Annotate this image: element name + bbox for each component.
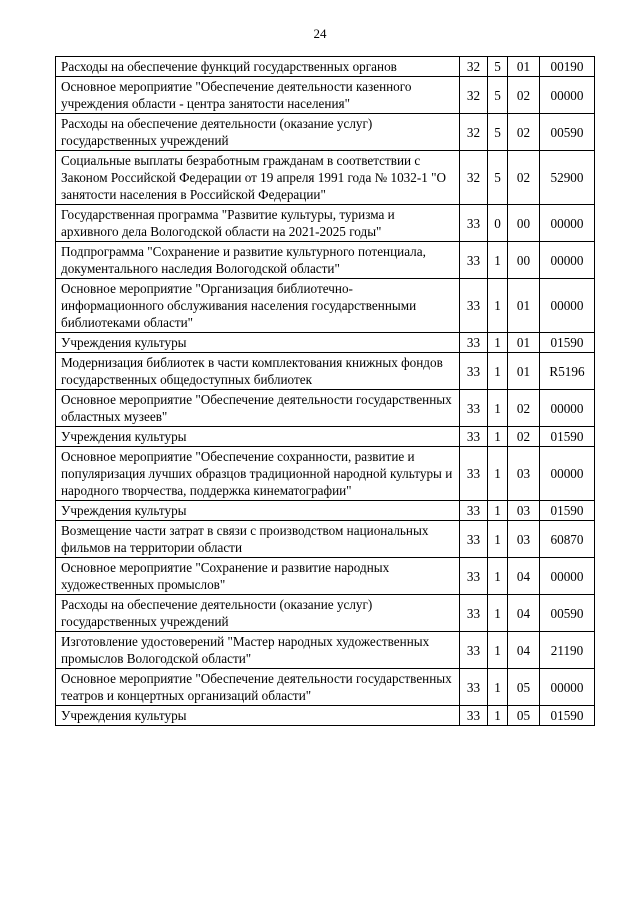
activity-code-cell: 02 (508, 427, 540, 447)
subprogram-code-cell: 1 (488, 632, 508, 669)
row-name-cell: Изготовление удостоверений "Мастер народных художественных промыслов Вологодской области" (56, 632, 460, 669)
row-name-cell: Основное мероприятие "Обеспечение деятельности казенного учреждения области - центра занятости населения" (56, 77, 460, 114)
direction-code-cell: 00000 (540, 390, 595, 427)
program-code-cell: 33 (460, 632, 488, 669)
table-row (56, 706, 595, 726)
activity-code-cell: 02 (508, 390, 540, 427)
program-code-cell: 33 (460, 706, 488, 726)
table-row (56, 242, 595, 279)
row-name-cell: Основное мероприятие "Обеспечение сохранности, развитие и популяризация лучших образцов традиционной народной культуры и народного творчества, поддержка кинематографии" (56, 447, 460, 501)
row-name-cell: Учреждения культуры (56, 706, 460, 726)
direction-code-cell: 00000 (540, 669, 595, 706)
subprogram-code-cell: 1 (488, 501, 508, 521)
direction-code-cell: 60870 (540, 521, 595, 558)
program-code-cell: 32 (460, 151, 488, 205)
table-row (56, 279, 595, 333)
activity-code-cell: 05 (508, 669, 540, 706)
subprogram-code-cell: 1 (488, 279, 508, 333)
table-row (56, 77, 595, 114)
program-code-cell: 33 (460, 427, 488, 447)
row-name-cell: Государственная программа "Развитие культуры, туризма и архивного дела Вологодской области на 2021-2025 годы" (56, 205, 460, 242)
table-row (56, 558, 595, 595)
row-name-cell: Модернизация библиотек в части комплектования книжных фондов государственных общедоступных библиотек (56, 353, 460, 390)
program-code-cell: 33 (460, 242, 488, 279)
direction-code-cell: 01590 (540, 706, 595, 726)
table-row (56, 521, 595, 558)
direction-code-cell: 00190 (540, 57, 595, 77)
program-code-cell: 33 (460, 558, 488, 595)
direction-code-cell: 00000 (540, 558, 595, 595)
program-code-cell: 32 (460, 57, 488, 77)
activity-code-cell: 01 (508, 57, 540, 77)
direction-code-cell: 00000 (540, 205, 595, 242)
page-number: 24 (313, 26, 327, 41)
table-row (56, 205, 595, 242)
subprogram-code-cell: 5 (488, 114, 508, 151)
budget-table (55, 56, 595, 726)
subprogram-code-cell: 0 (488, 205, 508, 242)
row-name-cell: Основное мероприятие "Обеспечение деятельности государственных театров и концертных организаций области" (56, 669, 460, 706)
activity-code-cell: 03 (508, 501, 540, 521)
row-name-cell: Расходы на обеспечение функций государственных органов (56, 57, 460, 77)
program-code-cell: 32 (460, 114, 488, 151)
row-name-cell: Учреждения культуры (56, 427, 460, 447)
table-row (56, 333, 595, 353)
table-row (56, 427, 595, 447)
row-name-cell: Подпрограмма "Сохранение и развитие культурного потенциала, документального наследия Вологодской области" (56, 242, 460, 279)
subprogram-code-cell: 1 (488, 390, 508, 427)
activity-code-cell: 00 (508, 242, 540, 279)
subprogram-code-cell: 1 (488, 521, 508, 558)
activity-code-cell: 02 (508, 77, 540, 114)
table-row (56, 151, 595, 205)
activity-code-cell: 01 (508, 353, 540, 390)
budget-table-body (56, 57, 595, 726)
activity-code-cell: 03 (508, 447, 540, 501)
direction-code-cell: 21190 (540, 632, 595, 669)
program-code-cell: 33 (460, 333, 488, 353)
table-row (56, 595, 595, 632)
program-code-cell: 32 (460, 77, 488, 114)
direction-code-cell: 01590 (540, 427, 595, 447)
activity-code-cell: 05 (508, 706, 540, 726)
table-row (56, 501, 595, 521)
activity-code-cell: 04 (508, 632, 540, 669)
direction-code-cell: 01590 (540, 501, 595, 521)
direction-code-cell: 00000 (540, 77, 595, 114)
table-row (56, 669, 595, 706)
table-row (56, 390, 595, 427)
row-name-cell: Расходы на обеспечение деятельности (оказание услуг) государственных учреждений (56, 595, 460, 632)
table-row (56, 57, 595, 77)
subprogram-code-cell: 5 (488, 77, 508, 114)
row-name-cell: Возмещение части затрат в связи с производством национальных фильмов на территории области (56, 521, 460, 558)
program-code-cell: 33 (460, 279, 488, 333)
table-row (56, 632, 595, 669)
subprogram-code-cell: 1 (488, 669, 508, 706)
direction-code-cell: 00590 (540, 114, 595, 151)
subprogram-code-cell: 1 (488, 333, 508, 353)
program-code-cell: 33 (460, 390, 488, 427)
row-name-cell: Учреждения культуры (56, 501, 460, 521)
table-row (56, 114, 595, 151)
program-code-cell: 33 (460, 205, 488, 242)
subprogram-code-cell: 1 (488, 447, 508, 501)
direction-code-cell: 00000 (540, 279, 595, 333)
program-code-cell: 33 (460, 595, 488, 632)
subprogram-code-cell: 5 (488, 57, 508, 77)
row-name-cell: Основное мероприятие "Сохранение и развитие народных художественных промыслов" (56, 558, 460, 595)
direction-code-cell: R5196 (540, 353, 595, 390)
activity-code-cell: 02 (508, 114, 540, 151)
subprogram-code-cell: 1 (488, 558, 508, 595)
subprogram-code-cell: 1 (488, 427, 508, 447)
program-code-cell: 33 (460, 501, 488, 521)
row-name-cell: Социальные выплаты безработным гражданам в соответствии с Законом Российской Федерации от 19 апреля 1991 года № 1032-1 "О занятости населения в Российской Федерации" (56, 151, 460, 205)
subprogram-code-cell: 1 (488, 595, 508, 632)
subprogram-code-cell: 5 (488, 151, 508, 205)
program-code-cell: 33 (460, 521, 488, 558)
program-code-cell: 33 (460, 669, 488, 706)
subprogram-code-cell: 1 (488, 242, 508, 279)
subprogram-code-cell: 1 (488, 706, 508, 726)
direction-code-cell: 00590 (540, 595, 595, 632)
direction-code-cell: 00000 (540, 242, 595, 279)
program-code-cell: 33 (460, 447, 488, 501)
activity-code-cell: 04 (508, 595, 540, 632)
activity-code-cell: 00 (508, 205, 540, 242)
direction-code-cell: 52900 (540, 151, 595, 205)
row-name-cell: Расходы на обеспечение деятельности (оказание услуг) государственных учреждений (56, 114, 460, 151)
direction-code-cell: 01590 (540, 333, 595, 353)
table-row (56, 353, 595, 390)
activity-code-cell: 02 (508, 151, 540, 205)
table-row (56, 447, 595, 501)
direction-code-cell: 00000 (540, 447, 595, 501)
activity-code-cell: 03 (508, 521, 540, 558)
row-name-cell: Основное мероприятие "Организация библиотечно-информационного обслуживания населения государственными библиотеками области" (56, 279, 460, 333)
activity-code-cell: 01 (508, 279, 540, 333)
subprogram-code-cell: 1 (488, 353, 508, 390)
activity-code-cell: 04 (508, 558, 540, 595)
activity-code-cell: 01 (508, 333, 540, 353)
row-name-cell: Учреждения культуры (56, 333, 460, 353)
row-name-cell: Основное мероприятие "Обеспечение деятельности государственных областных музеев" (56, 390, 460, 427)
program-code-cell: 33 (460, 353, 488, 390)
